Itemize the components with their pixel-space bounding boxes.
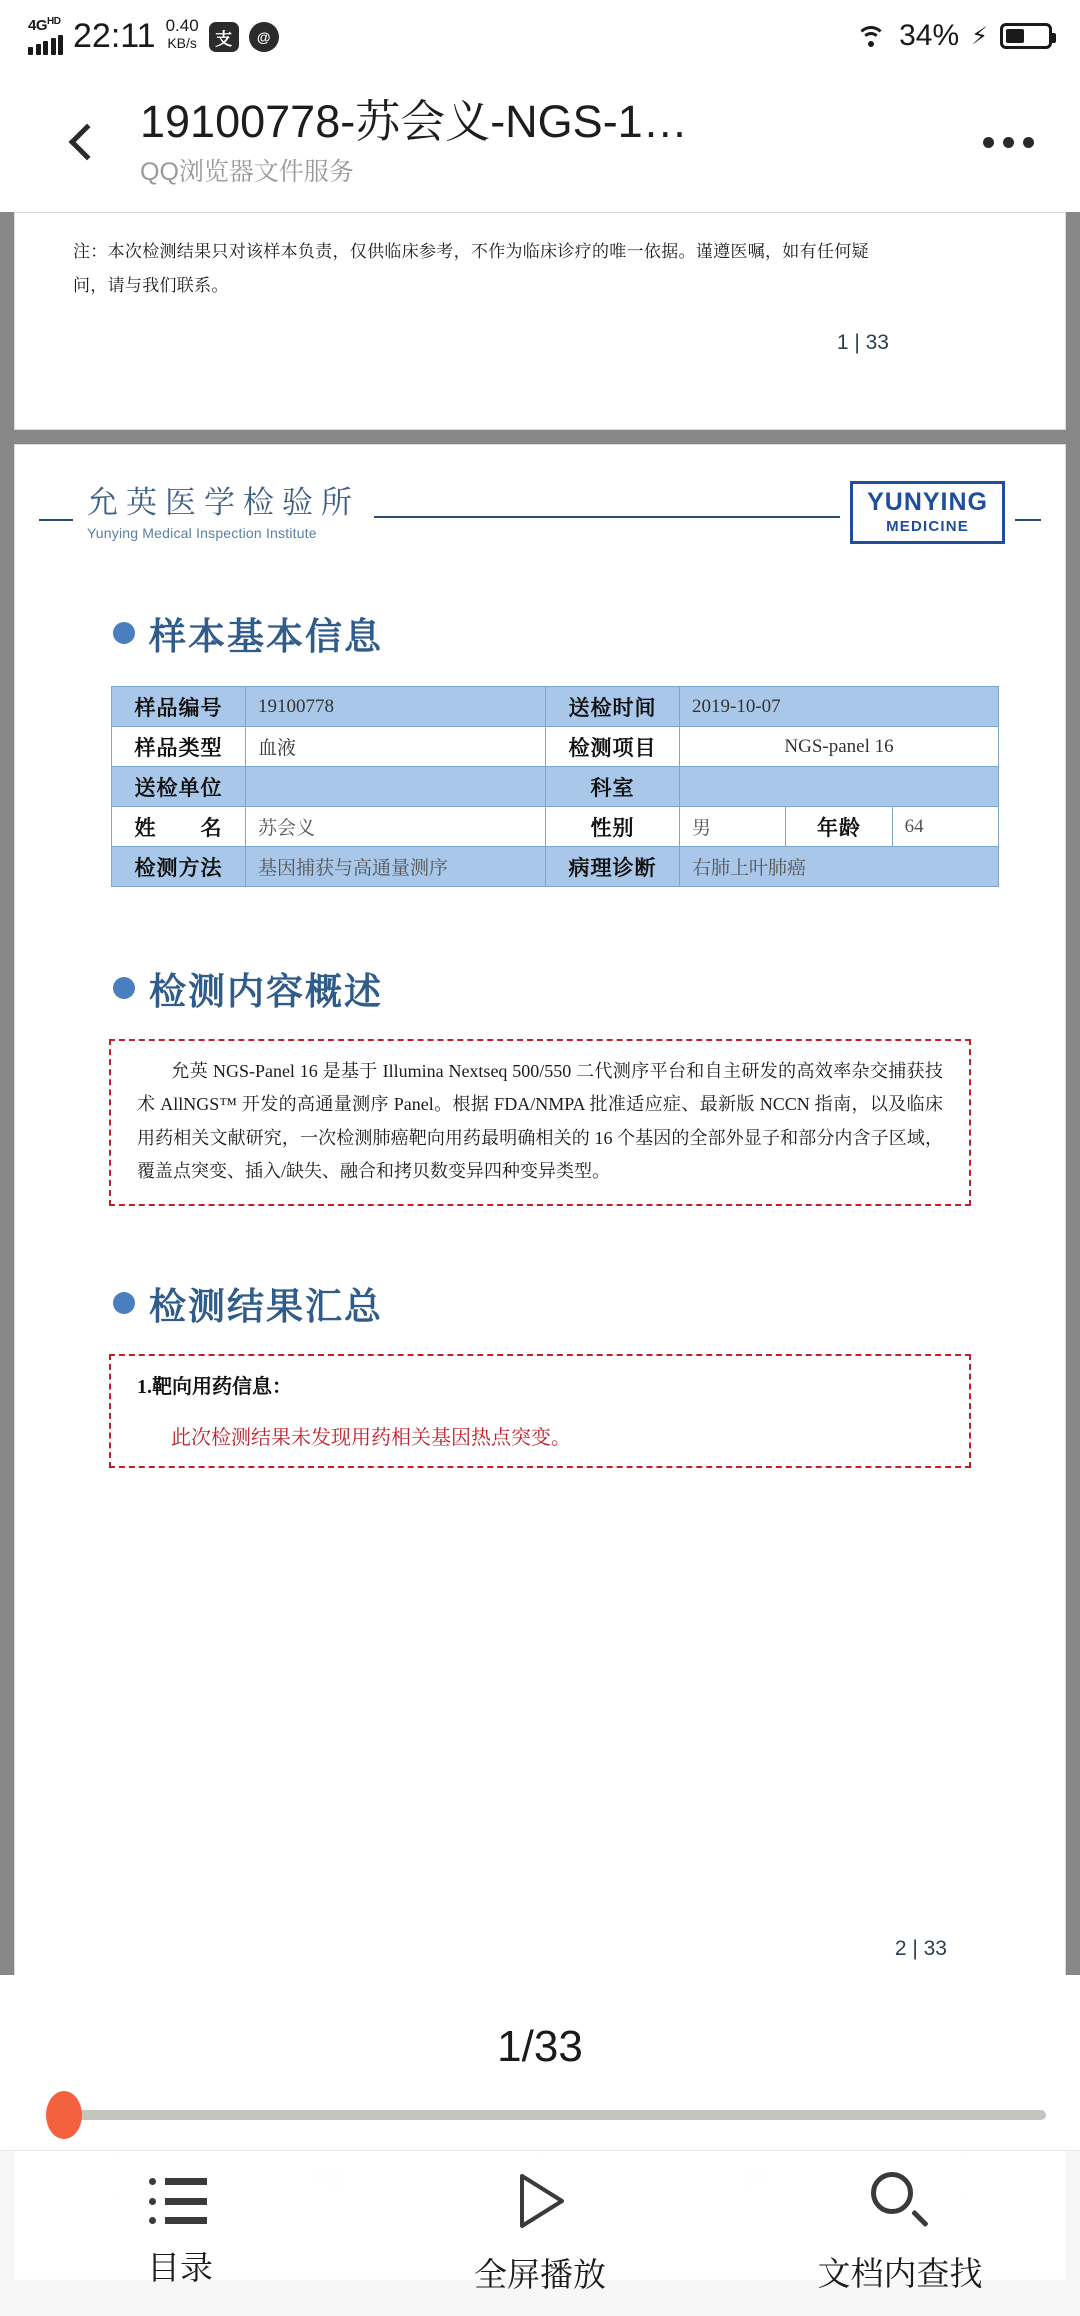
cell-value: 男 <box>680 807 786 847</box>
page-indicator: 1/33 <box>497 2022 583 2071</box>
cell-value <box>246 767 546 807</box>
page1-note-line-2: 问，请与我们联系。 <box>73 276 229 295</box>
document-page-2 <box>14 444 1066 2006</box>
cell-label: 检测项目 <box>546 727 680 767</box>
baidu-icon: @ <box>249 22 279 52</box>
title-block <box>140 96 688 188</box>
yunying-logo <box>850 481 1005 544</box>
toolbar-item-fullscreen-play[interactable] <box>360 2171 720 2296</box>
cell-label: 姓 名 <box>112 807 246 847</box>
status-bar <box>0 0 1080 72</box>
section-title-2: 检测内容概述 <box>149 972 383 1013</box>
table-row <box>112 847 999 887</box>
section-heading-overview <box>113 961 1065 1015</box>
page-title: 19100778-苏会义-NGS-1… <box>140 96 688 148</box>
section-bullet-icon <box>113 977 135 999</box>
lab-name-cn: 允英医学检验所 <box>87 485 360 521</box>
slider-thumb[interactable] <box>46 2091 82 2139</box>
cell-label: 病理诊断 <box>546 847 680 887</box>
page-subtitle: QQ浏览器文件服务 <box>140 157 354 186</box>
back-icon <box>69 124 106 161</box>
page1-footer: 1 | 33 <box>836 331 889 354</box>
cell-value <box>680 767 999 807</box>
section-title-1: 样本基本信息 <box>149 617 383 658</box>
cell-value: 2019-10-07 <box>680 687 999 727</box>
cell-label: 样品类型 <box>112 727 246 767</box>
more-options-button[interactable] <box>983 137 1034 148</box>
search-icon <box>871 2172 929 2230</box>
play-icon <box>512 2171 568 2231</box>
results-box <box>109 1354 971 1468</box>
table-row <box>112 727 999 767</box>
section-title-3: 检测结果汇总 <box>149 1287 383 1329</box>
cell-label: 性别 <box>546 807 680 847</box>
battery-icon <box>1000 23 1052 49</box>
status-bar-right <box>855 19 1052 53</box>
cell-value: 64 <box>892 807 998 847</box>
more-options-icon <box>983 137 994 148</box>
letterhead <box>39 445 1041 544</box>
logo-top-text: YUNYING <box>867 488 988 516</box>
sample-info-table <box>111 686 999 887</box>
wifi-icon <box>855 24 887 48</box>
cell-label: 科室 <box>546 767 680 807</box>
section-bullet-icon <box>113 622 135 644</box>
slider-track[interactable] <box>58 2110 1046 2120</box>
clock: 22:11 <box>73 17 156 56</box>
list-icon <box>149 2178 211 2224</box>
cell-label: 年龄 <box>786 807 892 847</box>
result-heading: 1.靶向用药信息： <box>137 1376 292 1399</box>
toolbar-label-catalog: 目录 <box>147 2249 213 2286</box>
table-row <box>112 807 999 847</box>
cell-value: 基因捕获与高通量测序 <box>246 847 546 887</box>
back-button[interactable] <box>42 97 132 187</box>
status-bar-left <box>28 17 279 55</box>
table-row <box>112 767 999 807</box>
overview-box <box>109 1039 971 1206</box>
cell-label: 送检单位 <box>112 767 246 807</box>
bottom-toolbar <box>0 2150 1080 2316</box>
page-slider-area <box>0 1975 1080 2150</box>
cell-value: 苏会义 <box>246 807 546 847</box>
cell-value: NGS-panel 16 <box>680 727 999 767</box>
result-text: 此次检测结果未发现用药相关基因热点突变。 <box>171 1427 571 1450</box>
charging-bolt-icon: ⚡ <box>971 22 988 50</box>
document-page-1 <box>14 212 1066 430</box>
network-type-label: $4G^{HD}$ <box>28 16 61 35</box>
page1-note-line-1: 注：本次检测结果只对该样本负责，仅供临床参考，不作为临床诊疗的唯一依据。谨遵医嘱，如有任何疑 <box>73 242 869 261</box>
cell-label: 样品编号 <box>112 687 246 727</box>
network-speed <box>166 17 199 55</box>
toolbar-label-find-in-document: 文档内查找 <box>817 2255 983 2292</box>
toolbar-item-find-in-document[interactable] <box>720 2172 1080 2295</box>
app-header <box>0 72 1080 212</box>
network-speed-value: 0.40 <box>165 15 199 35</box>
cell-value: 右肺上叶肺癌 <box>680 847 999 887</box>
cell-value: 血液 <box>246 727 546 767</box>
page-gap <box>0 430 1080 444</box>
section-heading-results <box>113 1276 1065 1330</box>
cell-label: 检测方法 <box>112 847 246 887</box>
page-slider[interactable] <box>34 2108 1046 2122</box>
signal-bars-icon <box>28 35 63 55</box>
section-bullet-icon <box>113 1292 135 1314</box>
cell-value: 19100778 <box>246 687 546 727</box>
table-row <box>112 687 999 727</box>
toolbar-item-catalog[interactable] <box>0 2178 360 2289</box>
section-heading-sample-info <box>113 606 1065 660</box>
lab-name-en: Yunying Medical Inspection Institute <box>87 524 317 541</box>
battery-percent: 34% <box>899 19 960 52</box>
cell-label: 送检时间 <box>546 687 680 727</box>
page2-footer: 2 | 33 <box>894 1937 947 1960</box>
alipay-icon: 支 <box>209 22 239 52</box>
logo-bottom-text: MEDICINE <box>886 518 970 535</box>
overview-text: 允英 NGS-Panel 16 是基于 Illumina Nextseq 500/550 二代测序平台和自主研发的高效率杂交捕获技术 AllNGS™ 开发的高通量测序 Panel。根据 FDA/NMPA 批准适应症、最新版 NCCN 指南，以及临床用药相关文献研究，一次检测肺癌靶向用药最明确相关的 16 个基因的全部外显子和部分内含子区域，覆盖点突变、插入/缺失、融合和拷贝数变异四种变异类型。 <box>137 1061 943 1181</box>
network-speed-unit: KB/s <box>167 34 197 51</box>
toolbar-label-fullscreen-play: 全屏播放 <box>474 2256 606 2293</box>
network-indicator <box>28 17 63 55</box>
